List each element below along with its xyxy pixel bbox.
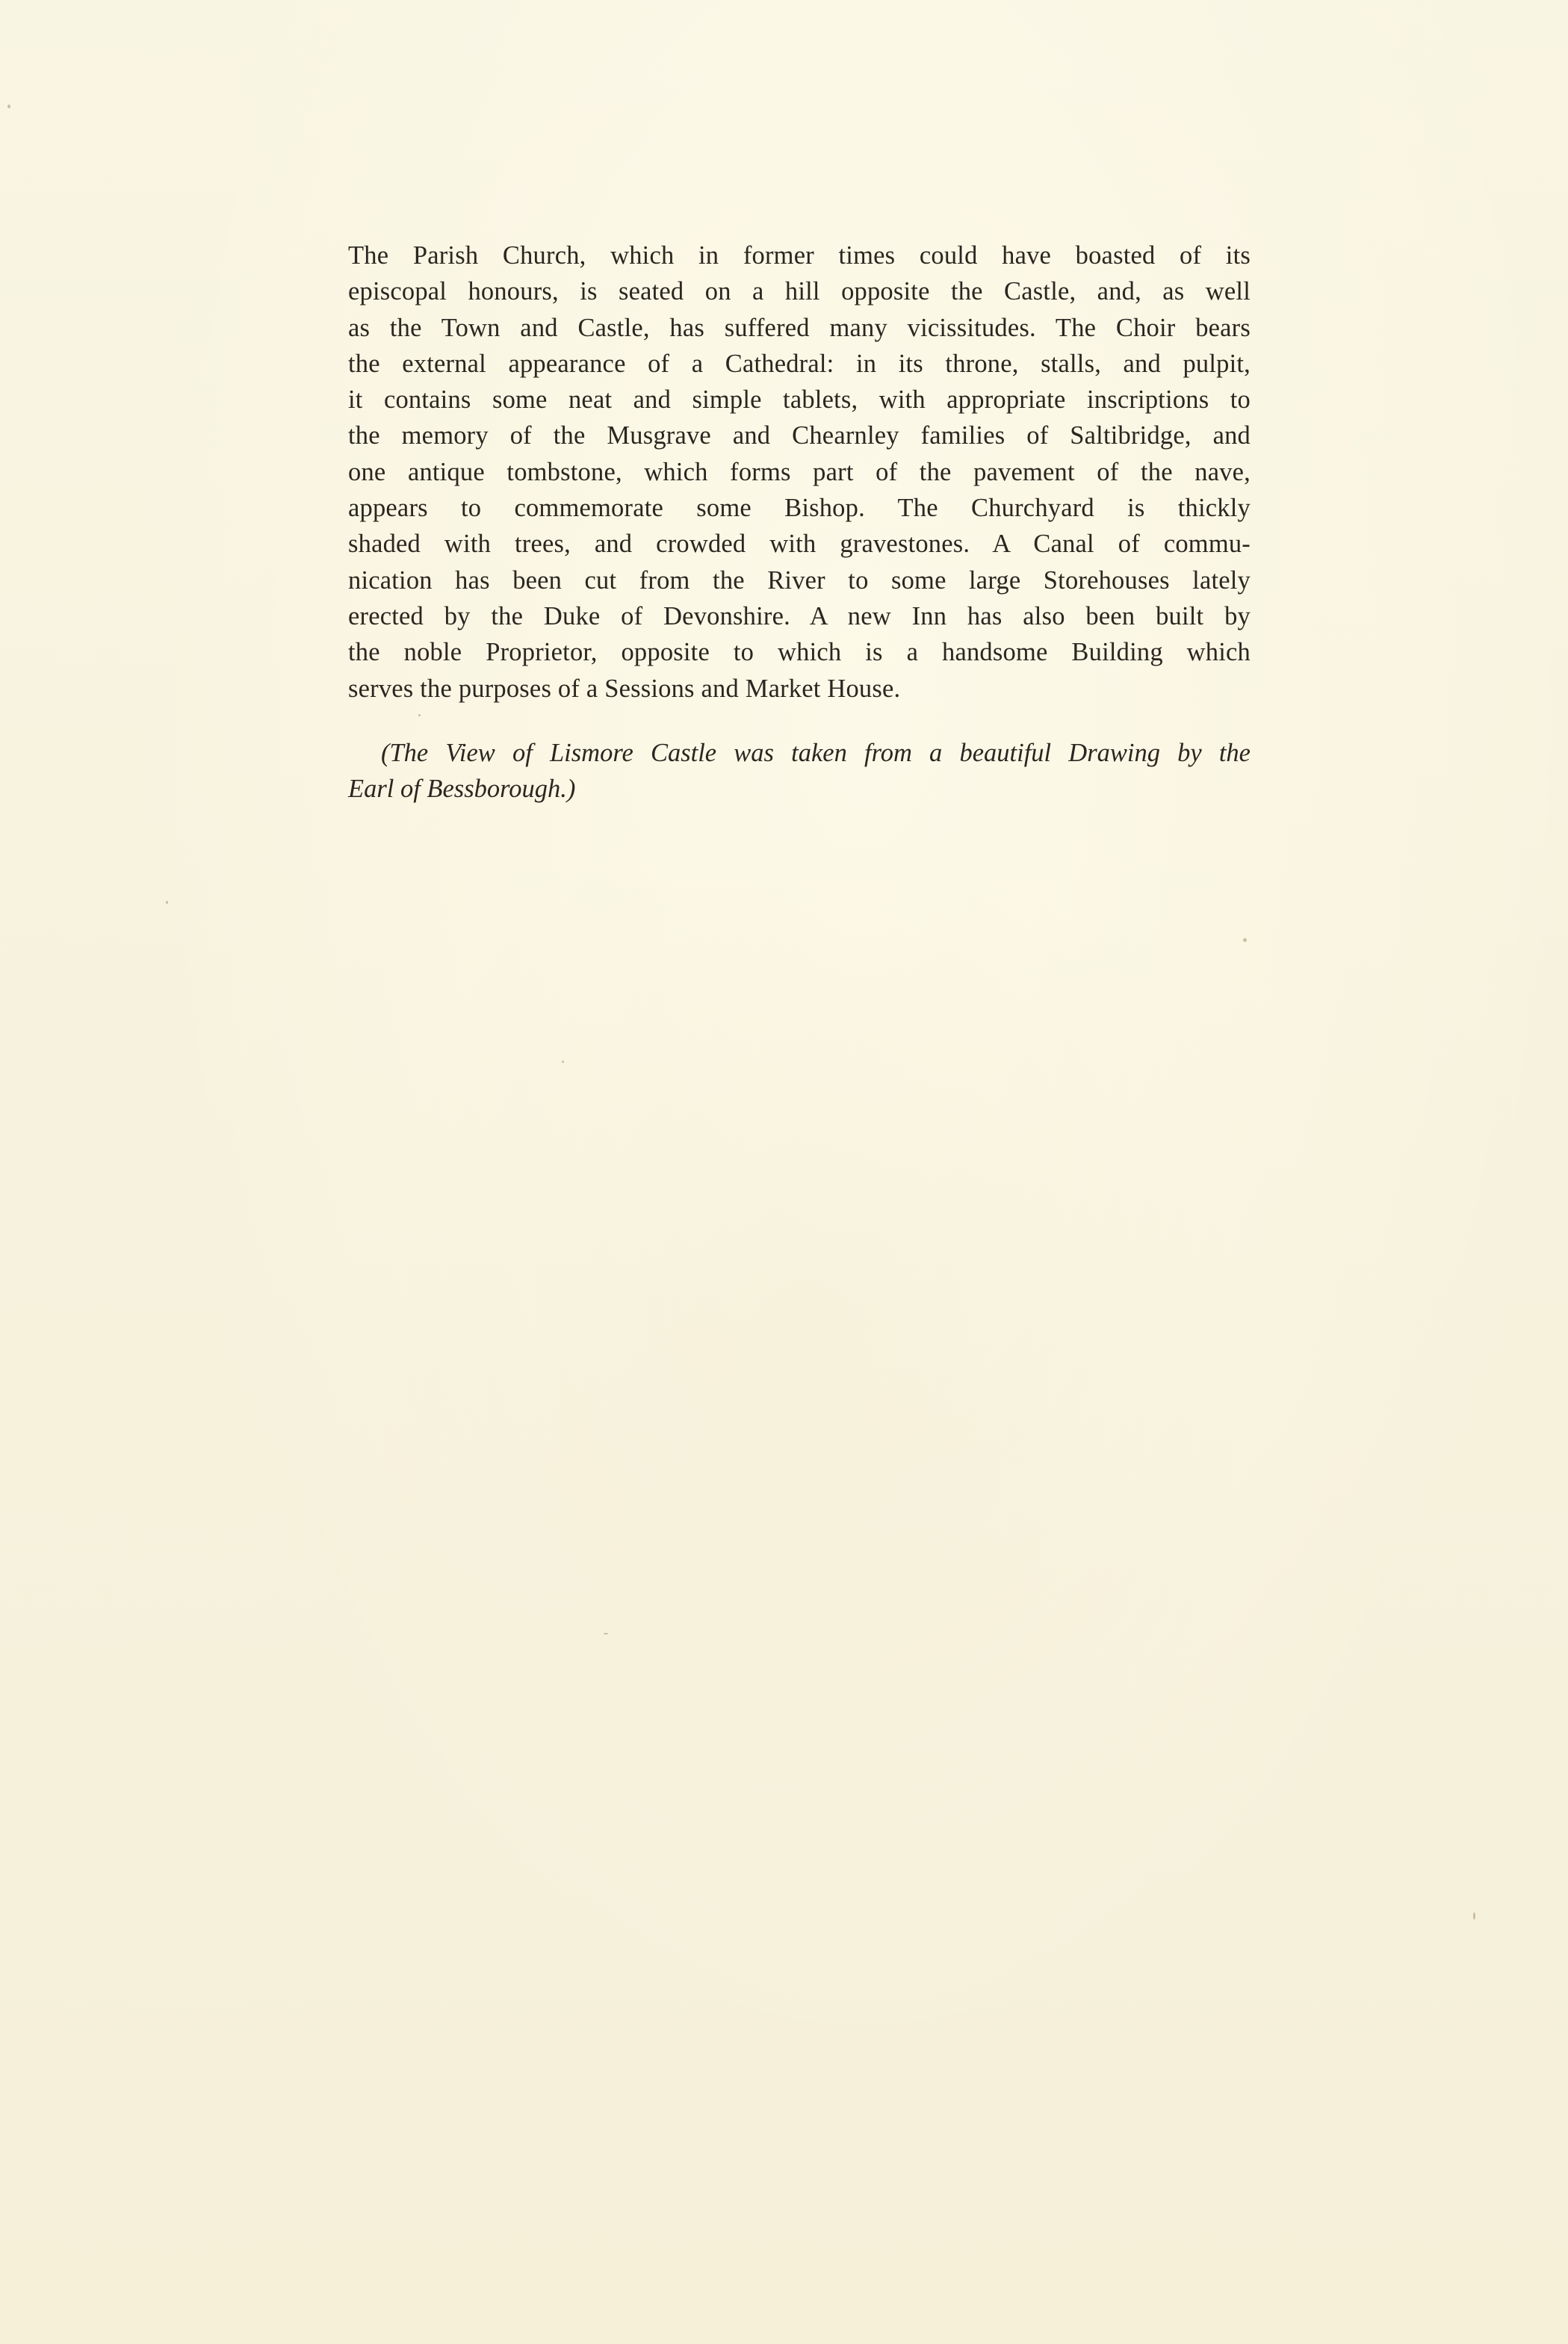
paper-speck [1243,938,1247,942]
illustration-credit [348,735,1251,807]
paper-speck [418,714,421,716]
paragraph-line: The Parish Church, which in former times could have boasted of its [348,241,1251,270]
paragraph-line: as the Town and Castle, has suffered many vicissitudes. The Choir bears [348,313,1251,342]
paper-speck [166,901,168,904]
paragraph-line: the noble Proprietor, opposite to which is a handsome Building which [348,638,1251,667]
body-paragraph [348,238,1251,707]
show-through-bleed [344,881,1270,1942]
paragraph-line: shaded with trees, and crowded with gravestones. A Canal of commu- [348,530,1251,559]
paragraph-line: it contains some neat and simple tablets, with appropriate inscriptions to [348,385,1251,415]
paragraph-line: the memory of the Musgrave and Chearnley families of Saltibridge, and [348,421,1251,450]
paragraph-line: serves the purposes of a Sessions and Market House. [348,674,901,703]
paper-speck [1473,1912,1475,1920]
text-block [348,238,1251,807]
paragraph-line: nication has been cut from the River to some large Storehouses lately [348,565,1251,595]
paragraph-line: the external appearance of a Cathedral: in its throne, stalls, and pulpit, [348,349,1251,378]
paper-speck [7,105,10,108]
paper-speck [604,1633,608,1634]
paragraph-line: erected by the Duke of Devonshire. A new Inn has also been built by [348,601,1251,630]
caption-line: Earl of Bessborough.) [348,774,576,803]
paragraph-line: one antique tombstone, which forms part of the pavement of the nave, [348,457,1251,486]
paragraph-line: episcopal honours, is seated on a hill opposite the Castle, and, as well [348,277,1251,306]
paragraph-line: appears to commemorate some Bishop. The Churchyard is thickly [348,494,1251,523]
caption-line: (The View of Lismore Castle was taken from a beautiful Drawing by the [381,738,1251,767]
paper-speck [562,1061,564,1063]
